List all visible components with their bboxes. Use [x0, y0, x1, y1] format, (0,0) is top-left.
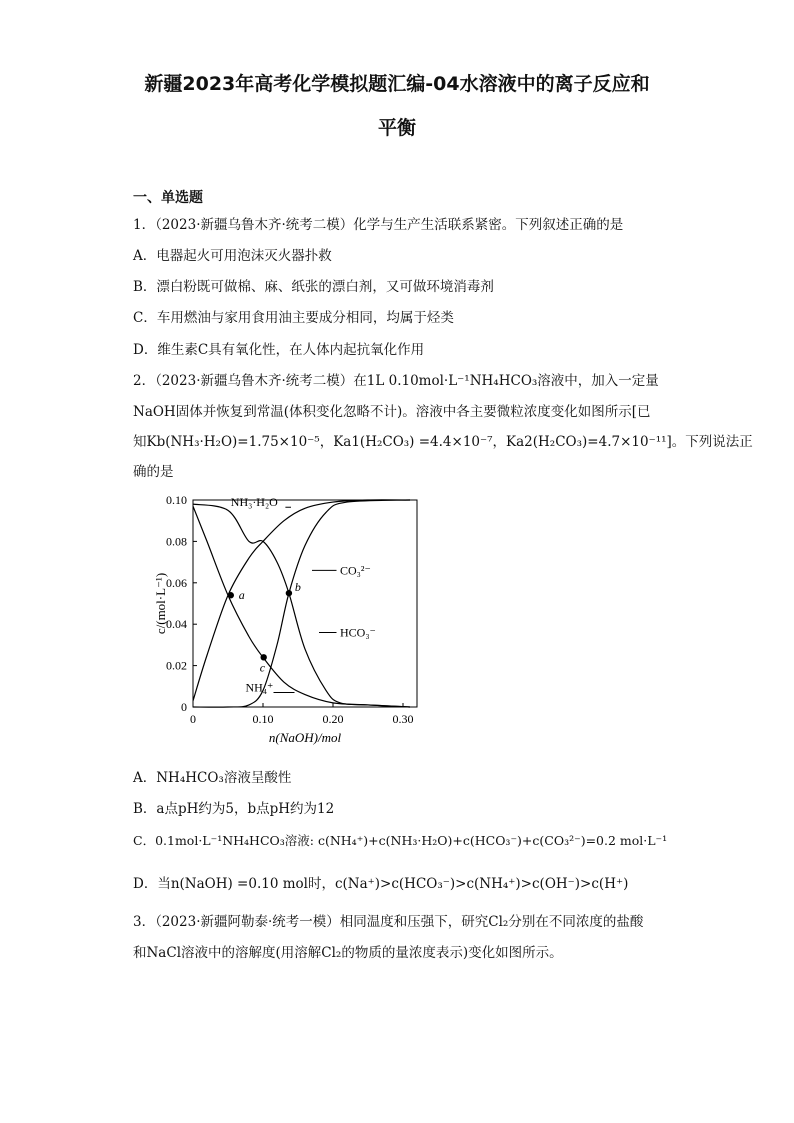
- series-line: [193, 500, 410, 707]
- series-label: NH₄⁺: [245, 680, 274, 695]
- series-line: [193, 500, 410, 701]
- x-tick-label: 0.20: [322, 712, 344, 726]
- section-heading: 一、单选题: [133, 190, 203, 206]
- x-tick-label: 0: [190, 712, 196, 726]
- q2-stem-line4: 确的是: [133, 464, 174, 480]
- series-label: HCO₃⁻: [340, 625, 376, 640]
- q1-option-d: D．维生素C具有氧化性，在人体内起抗氧化作用: [133, 342, 425, 358]
- series-label: NH₃·H₂O: [230, 495, 278, 510]
- x-axis-label: n(NaOH)/mol: [268, 730, 342, 745]
- q2-stem-line2: NaOH固体并恢复到常温(体积变化忽略不计)。溶液中各主要微粒浓度变化如图所示[已: [133, 404, 651, 420]
- point-label-b: b: [294, 580, 301, 595]
- y-tick-label: 0: [181, 700, 187, 714]
- series-line: [193, 506, 410, 707]
- q2-option-d: D．当n(NaOH) =0.10 mol时，c(Na⁺)>c(HCO₃⁻)>c(NH₄⁺)>c(OH⁻)>c(H⁺): [133, 876, 629, 892]
- q3-stem-line2: 和NaCl溶液中的溶解度(用溶解Cl₂的物质的量浓度表示)变化如图所示。: [133, 945, 563, 961]
- q3-stem-line1: 3．（2023·新疆阿勒泰·统考一模）相同温度和压强下，研究Cl₂分别在不同浓度的盐酸: [133, 914, 644, 930]
- q2-option-b: B．a点pH约为5，b点pH约为12: [133, 801, 335, 817]
- x-tick-label: 0.30: [392, 712, 414, 726]
- point-label-a: a: [238, 588, 245, 603]
- series-line: [193, 504, 410, 707]
- q1-option-a: A．电器起火可用泡沫灭火器扑救: [133, 248, 332, 264]
- q1-option-b: B．漂白粉既可做棉、麻、纸张的漂白剂，又可做环境消毒剂: [133, 279, 494, 295]
- y-tick-label: 0.04: [166, 617, 187, 632]
- series-label: CO₃²⁻: [340, 563, 371, 578]
- plot-frame: [193, 500, 417, 707]
- doc-title-line2: 平衡: [377, 117, 416, 139]
- doc-title-line1: 新疆2023年高考化学模拟题汇编-04水溶液中的离子反应和: [144, 73, 650, 95]
- q2-option-c: C．0.1mol·L⁻¹NH₄HCO₃溶液: c(NH₄⁺)+c(NH₃·H₂O)+c(HCO₃⁻)+c(CO₃²⁻)=0.2 mol·L⁻¹: [133, 833, 668, 848]
- point-a: [228, 592, 234, 598]
- y-tick-label: 0.08: [166, 534, 187, 549]
- q1-stem: 1．（2023·新疆乌鲁木齐·统考二模）化学与生产生活联系紧密。下列叙述正确的是: [133, 217, 624, 233]
- y-axis-label: c/(mol·L⁻¹): [153, 572, 168, 635]
- q2-stem-line1: 2．（2023·新疆乌鲁木齐·统考二模）在1L 0.10mol·L⁻¹NH₄HCO₃溶液中，加入一定量: [133, 373, 659, 389]
- q1-option-c: C．车用燃油与家用食用油主要成分相同，均属于烃类: [133, 310, 454, 326]
- point-b: [286, 590, 292, 596]
- y-tick-label: 0.06: [166, 575, 187, 590]
- x-tick-label: 0.10: [252, 712, 274, 726]
- point-label-c: c: [259, 660, 266, 675]
- y-tick-label: 0.02: [166, 658, 187, 673]
- concentration-chart: [155, 485, 445, 755]
- q2-stem-line3: 知Kb(NH₃·H₂O)=1.75×10⁻⁵，Ka1(H₂CO₃) =4.4×10⁻⁷，Ka2(H₂CO₃)=4.7×10⁻¹¹]。下列说法正: [133, 434, 753, 450]
- y-tick-label: 0.10: [166, 493, 187, 507]
- q2-option-a: A．NH₄HCO₃溶液呈酸性: [133, 770, 292, 786]
